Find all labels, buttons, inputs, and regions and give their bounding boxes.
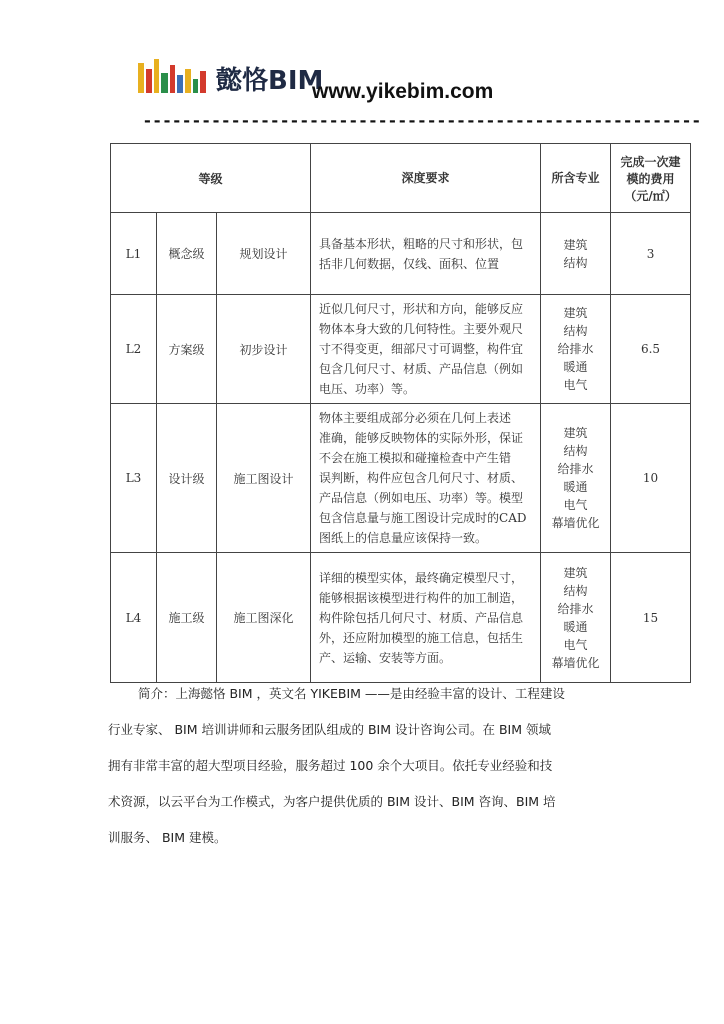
depth-line: 包含几何尺寸、材质、产品信息（例如 [319,362,524,376]
header-divider: --------------------------------------------------------- [142,112,701,132]
disciplines [541,553,611,683]
depth-line: 不会在施工模拟和碰撞检查中产生错 [319,451,512,465]
disciplines [541,404,611,553]
modeling-cost: 10 [611,404,691,553]
header-cost-line: （元/㎡） [624,188,677,203]
intro-line: 简介：上海懿恪 BIM ，英文名 YIKEBIM ——是由经验丰富的设计、工程建设 [138,686,565,701]
discipline-item: 电气 [563,637,588,652]
discipline-item: 结构 [563,255,588,270]
depth-line: 准确，能够反映物体的实际外形，保证 [319,431,524,445]
header-cost-line: 完成一次建 [620,154,681,169]
level-code: L2 [111,295,157,404]
level-code: L1 [111,213,157,295]
level-name: 施工级 [157,553,217,683]
level-name: 方案级 [157,295,217,404]
header-cost [611,144,691,213]
depth-line: 产品信息（例如电压、功率）等。模型 [319,491,524,505]
design-stage: 施工图设计 [217,404,311,553]
modeling-cost: 15 [611,553,691,683]
discipline-item: 建筑 [563,426,588,440]
depth-line: 括非几何数据，仅线、面积、位置 [319,256,500,271]
table-row [111,553,691,683]
table-header-row [111,144,691,213]
discipline-item: 给排水 [557,342,594,356]
depth-requirement [311,295,541,404]
depth-requirement [311,404,541,553]
discipline-item: 暖通 [563,480,588,494]
bim-level-table [110,143,690,683]
discipline-item: 结构 [563,444,588,458]
header-level: 等级 [111,144,311,213]
discipline-item: 给排水 [557,601,594,616]
company-intro [108,676,628,856]
header-discipline: 所含专业 [541,144,611,213]
depth-line: 物体本身大致的几何特性。主要外观尺 [319,322,524,336]
table-row [111,404,691,553]
logo-text: 懿恪BIM [216,66,324,96]
discipline-item: 暖通 [563,619,588,634]
discipline-item: 暖通 [563,360,588,374]
level-name: 概念级 [157,213,217,295]
design-stage: 施工图深化 [217,553,311,683]
discipline-item: 建筑 [563,237,588,252]
depth-line: 寸不得变更，细部尺寸可调整，构件宜 [319,342,524,356]
intro-line: 行业专家、 BIM 培训讲师和云服务团队组成的 BIM 设计咨询公司。在 BIM 领域 [108,722,551,737]
discipline-item: 幕墙优化 [551,655,600,670]
discipline-item: 建筑 [563,565,588,580]
depth-line: 误判断，构件应包含几何尺寸、材质、 [319,471,524,485]
depth-line: 具备基本形状，粗略的尺寸和形状，包 [319,236,524,251]
design-stage: 初步设计 [217,295,311,404]
disciplines [541,213,611,295]
depth-line: 产、运输、安装等方面。 [319,650,452,665]
discipline-item: 电气 [563,378,588,392]
level-name: 设计级 [157,404,217,553]
table-row [111,213,691,295]
table-row [111,295,691,404]
website-url[interactable]: www.yikebim.com [312,80,494,103]
depth-requirement [311,213,541,295]
discipline-item: 幕墙优化 [551,516,600,530]
depth-line: 构件除包括几何尺寸、材质、产品信息 [319,610,524,625]
level-code: L4 [111,553,157,683]
depth-line: 电压、功率）等。 [319,382,416,396]
depth-line: 包含信息量与施工图设计完成时的CAD [319,511,527,525]
design-stage: 规划设计 [217,213,311,295]
depth-line: 详细的模型实体，最终确定模型尺寸， [319,570,524,585]
intro-line: 拥有非常丰富的超大型项目经验，服务超过 100 余个大项目。依托专业经验和技 [108,758,553,773]
depth-line: 近似几何尺寸，形状和方向，能够反应 [319,302,524,316]
depth-line: 外，还应附加模型的施工信息，包括生 [319,630,524,645]
intro-line: 训服务、 BIM 建模。 [108,830,227,845]
level-code: L3 [111,404,157,553]
depth-line: 物体主要组成部分必须在几何上表述 [319,411,512,425]
depth-line: 图纸上的信息量应该保持一致。 [319,531,488,545]
header-cost-line: 模的费用 [626,171,675,186]
header-depth: 深度要求 [311,144,541,213]
depth-requirement [311,553,541,683]
intro-line: 术资源，以云平台为工作模式，为客户提供优质的 BIM 设计、BIM 咨询、BIM 培 [108,794,556,809]
discipline-item: 电气 [563,498,588,512]
modeling-cost: 3 [611,213,691,295]
discipline-item: 给排水 [557,462,594,476]
discipline-item: 结构 [563,324,588,338]
discipline-item: 结构 [563,583,588,598]
modeling-cost: 6.5 [611,295,691,404]
discipline-item: 建筑 [563,306,588,320]
disciplines [541,295,611,404]
depth-line: 能够根据该模型进行构件的加工制造， [319,590,524,605]
